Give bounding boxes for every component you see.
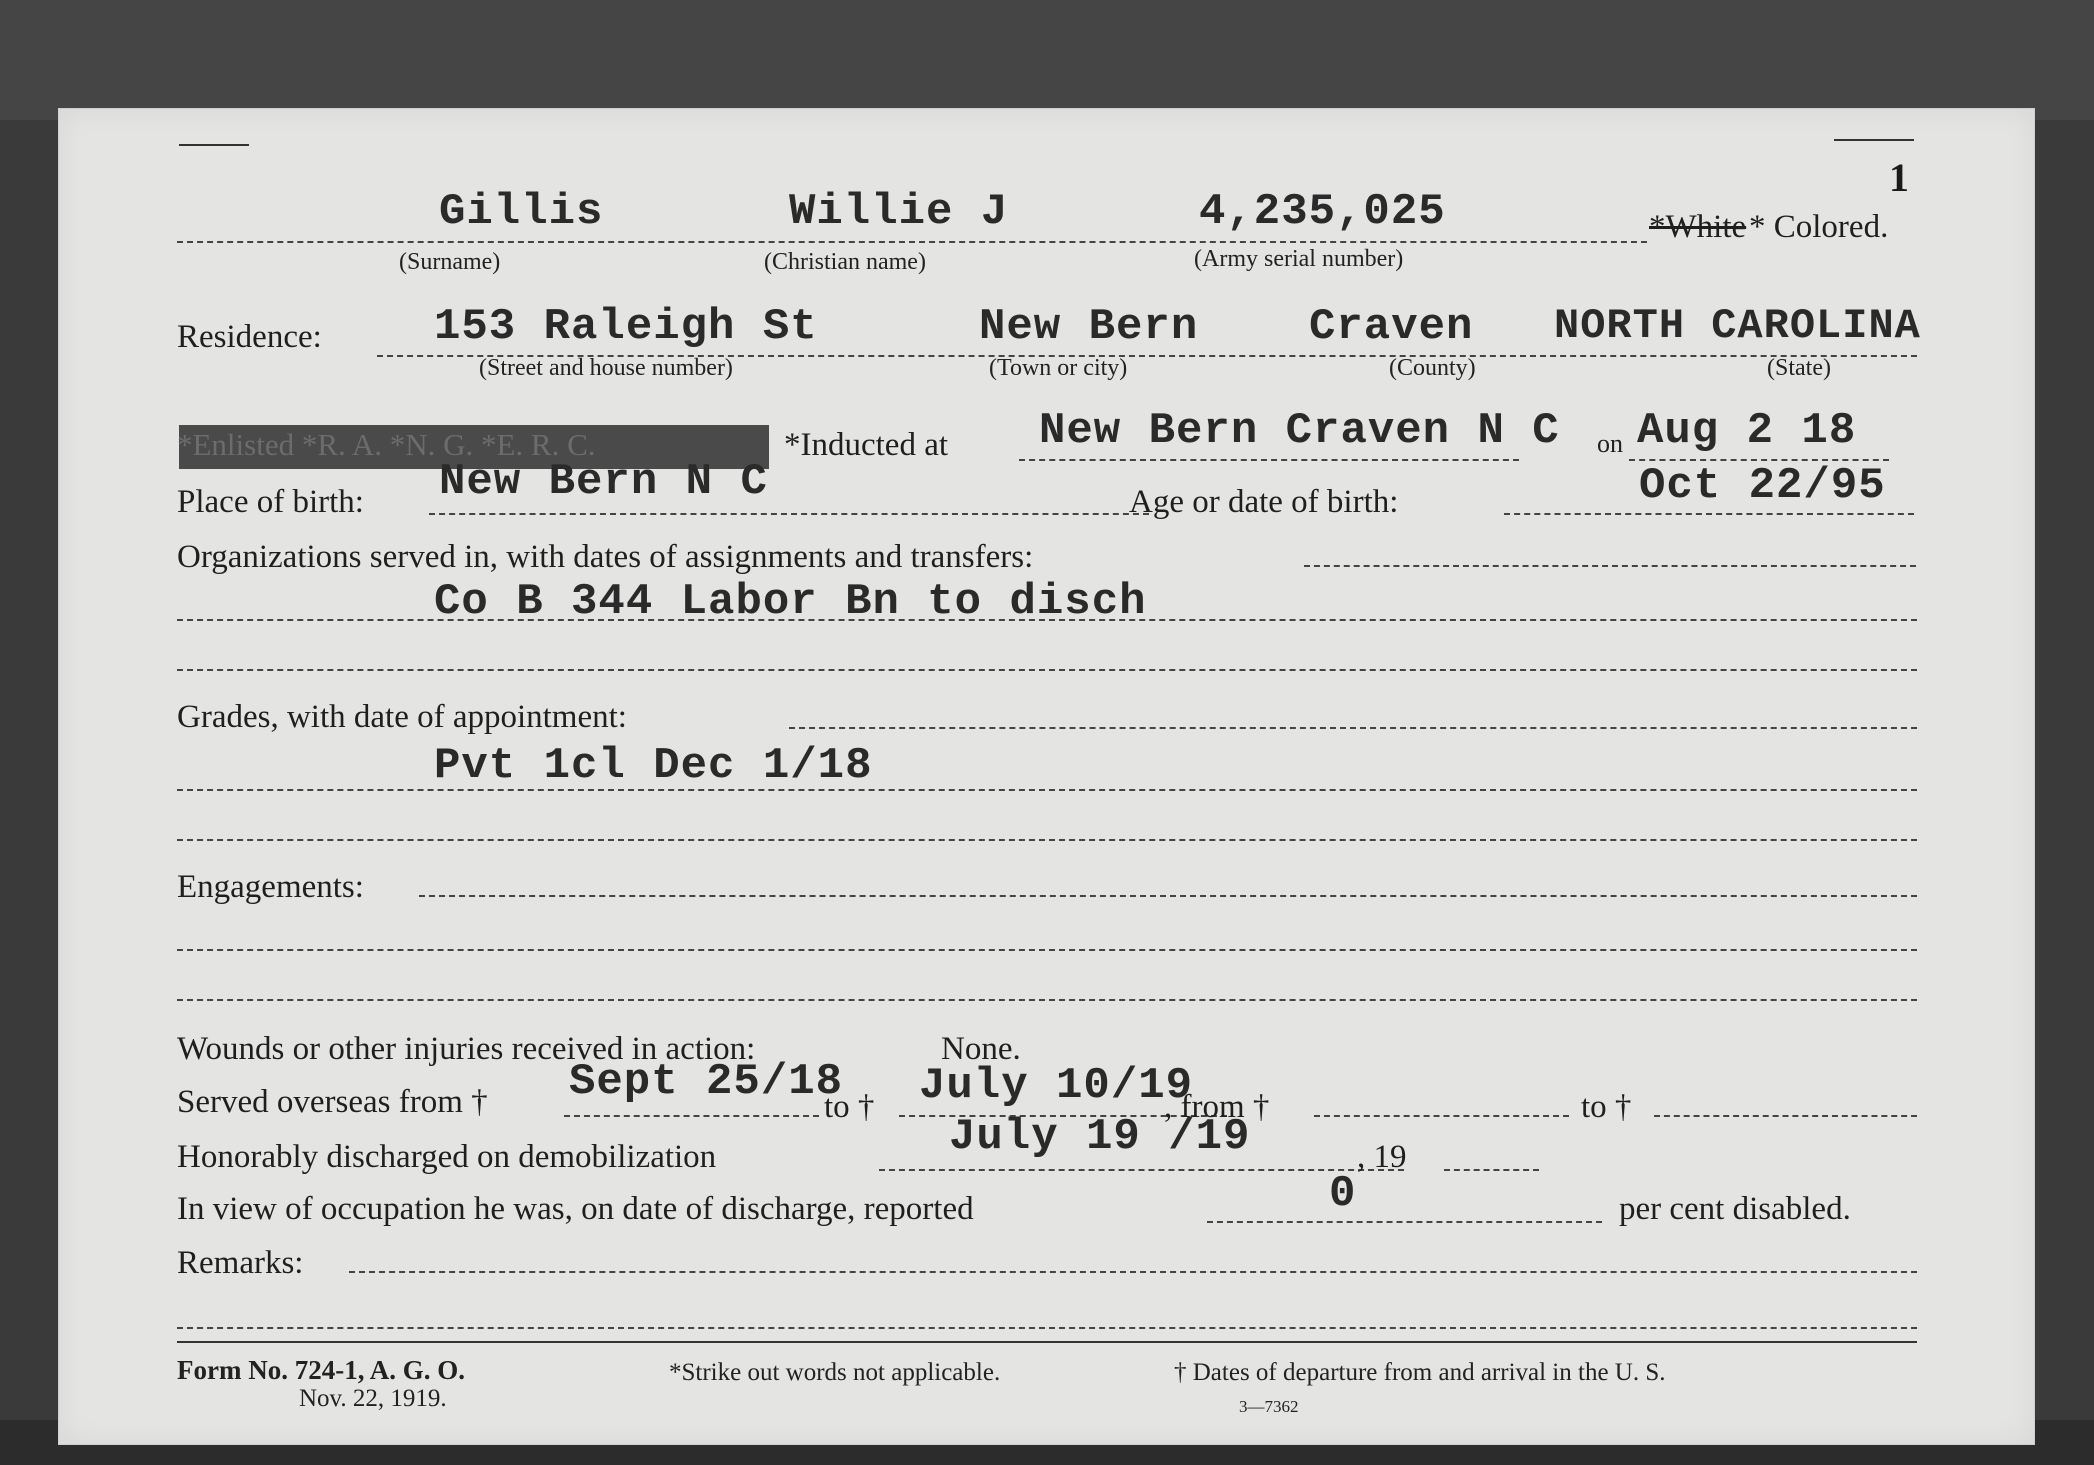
overseas-from2-line: [1314, 1115, 1569, 1117]
inducted-place-value: New Bern Craven N C: [1039, 406, 1560, 456]
race-colored: * Colored.: [1749, 209, 1889, 245]
discharge-date-line: [879, 1169, 1404, 1171]
overseas-to2-label: to †: [1581, 1089, 1632, 1125]
remarks-line-2: [177, 1327, 1917, 1329]
disability-suffix: per cent disabled.: [1619, 1191, 1851, 1227]
organizations-label: Organizations served in, with dates of assignments and transfers:: [177, 539, 1034, 575]
top-left-rule: [179, 144, 249, 146]
street-value: 153 Raleigh St: [434, 302, 818, 352]
name-line: [177, 241, 1647, 243]
surname-caption: (Surname): [399, 249, 501, 275]
birth-date-label: Age or date of birth:: [1129, 484, 1399, 520]
inducted-line: [1019, 459, 1519, 461]
wounds-label: Wounds or other injuries received in action:: [177, 1031, 756, 1067]
organizations-value: Co B 344 Labor Bn to disch: [434, 577, 1147, 627]
engagements-line-2: [177, 949, 1917, 951]
engagements-line-3: [177, 999, 1917, 1001]
birth-place-label: Place of birth:: [177, 484, 364, 520]
birth-place-line: [429, 513, 1149, 515]
overseas-from-line: [564, 1115, 819, 1117]
remarks-line-1: [349, 1271, 1917, 1273]
enlisted-options-struck: *Enlisted *R. A. *N. G. *E. R. C.: [177, 427, 596, 462]
disability-value: 0: [1329, 1169, 1357, 1219]
card-number: 1: [1889, 155, 1909, 200]
county-caption: (County): [1389, 355, 1476, 381]
grades-line-1: [789, 727, 1917, 729]
state-value: NORTH CAROLINA: [1554, 302, 1921, 350]
street-caption: (Street and house number): [479, 355, 733, 381]
birth-date-value: Oct 22/95: [1639, 461, 1886, 511]
town-value: New Bern: [979, 302, 1199, 352]
scan-background-top: [0, 0, 2094, 120]
overseas-to2-line: [1654, 1115, 1917, 1117]
grades-value: Pvt 1cl Dec 1/18: [434, 741, 873, 791]
form-number: Form No. 724-1, A. G. O.: [177, 1355, 465, 1385]
service-record-card: [58, 108, 2035, 1445]
town-caption: (Town or city): [989, 355, 1128, 381]
engagements-line-1: [419, 895, 1917, 897]
grades-line-3: [177, 839, 1917, 841]
christian-name-value: Willie J: [789, 187, 1009, 237]
state-caption: (State): [1767, 355, 1831, 381]
footer-rule: [177, 1341, 1917, 1343]
overseas-label: Served overseas from †: [177, 1084, 488, 1120]
discharge-date-value: July 19 /19: [949, 1112, 1251, 1162]
birth-date-line: [1504, 513, 1914, 515]
on-label: on: [1597, 429, 1623, 458]
discharge-year-label: , 19: [1357, 1139, 1407, 1175]
overseas-from-value: Sept 25/18: [569, 1057, 844, 1107]
birth-place-value: New Bern N C: [439, 457, 768, 507]
overseas-to-label: to †: [824, 1089, 875, 1125]
organizations-line-1: [1304, 565, 1916, 567]
remarks-label: Remarks:: [177, 1245, 304, 1281]
county-value: Craven: [1309, 302, 1474, 352]
surname-value: Gillis: [439, 187, 604, 237]
serial-number-caption: (Army serial number): [1194, 246, 1404, 272]
top-right-rule: [1834, 139, 1914, 141]
engagements-label: Engagements:: [177, 869, 364, 905]
disability-label: In view of occupation he was, on date of discharge, reported: [177, 1191, 974, 1227]
discharge-year-line: [1444, 1169, 1539, 1171]
inducted-label: *Inducted at: [784, 427, 949, 463]
overseas-from2-label: , from †: [1164, 1089, 1270, 1125]
form-date: Nov. 22, 1919.: [299, 1385, 447, 1412]
organizations-line-3: [177, 669, 1917, 671]
disability-line: [1207, 1221, 1602, 1223]
organizations-line-2: [177, 619, 1917, 621]
grades-line-2: [177, 789, 1917, 791]
wounds-value: None.: [941, 1031, 1021, 1067]
serial-number-value: 4,235,025: [1199, 187, 1446, 237]
race-white-struck: *White: [1649, 209, 1747, 245]
grades-label: Grades, with date of appointment:: [177, 699, 627, 735]
print-code: 3—7362: [1239, 1397, 1299, 1416]
footnote-dates: † Dates of departure from and arrival in the U. S.: [1174, 1359, 1666, 1386]
footnote-strike: *Strike out words not applicable.: [669, 1359, 1001, 1386]
overseas-to-value: July 10/19: [919, 1061, 1194, 1111]
christian-name-caption: (Christian name): [764, 249, 926, 275]
inducted-date-value: Aug 2 18: [1637, 406, 1857, 456]
discharge-label: Honorably discharged on demobilization: [177, 1139, 717, 1175]
residence-label: Residence:: [177, 319, 322, 355]
